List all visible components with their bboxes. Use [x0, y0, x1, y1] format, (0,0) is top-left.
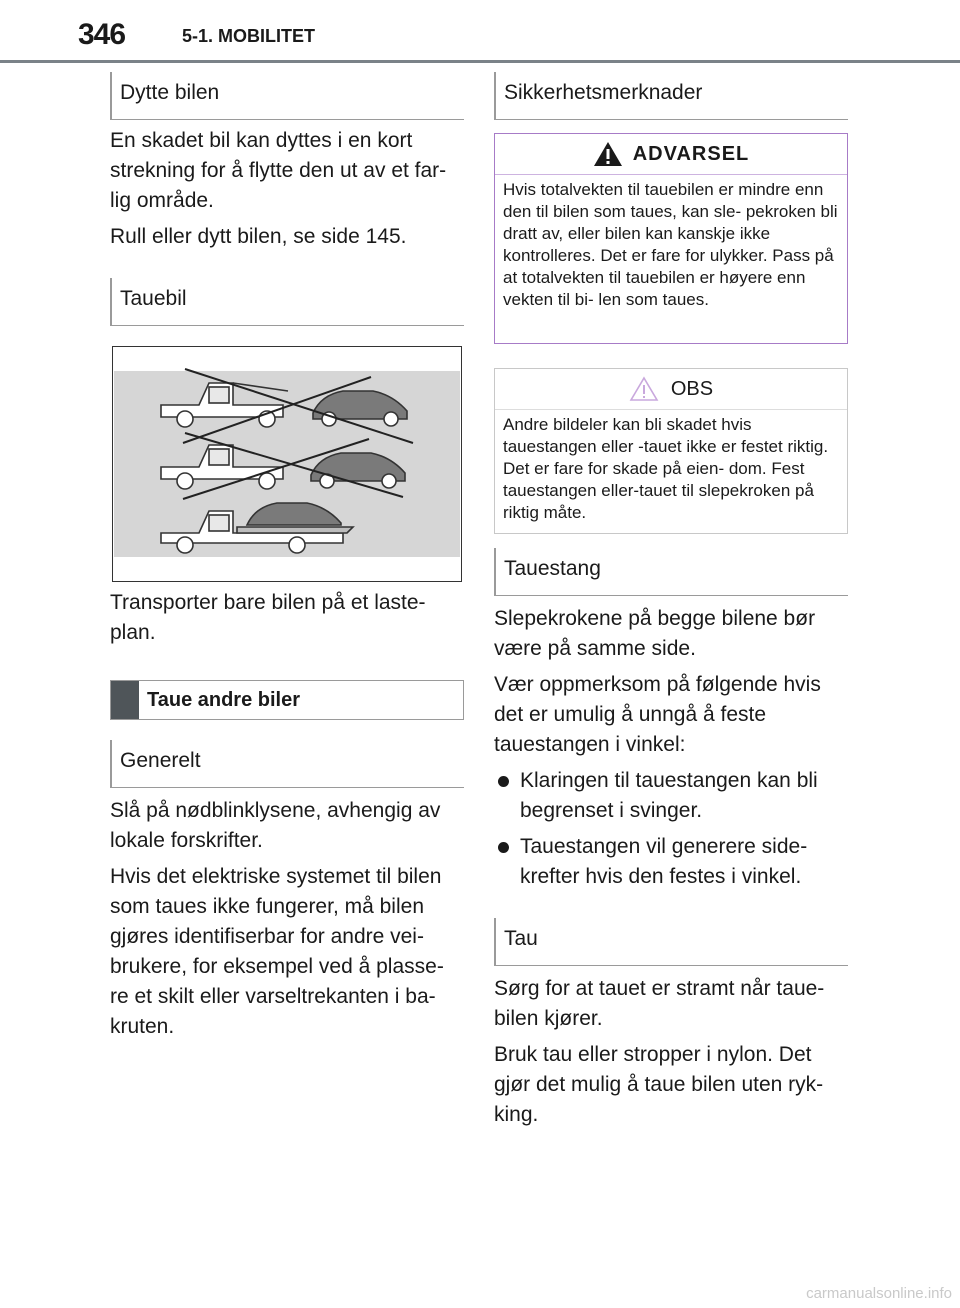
chapter-title: 5-1. MOBILITET: [182, 26, 316, 46]
towbar-text: [494, 604, 848, 898]
towbar-bullet-list: [494, 766, 848, 892]
subhead-towbar-label: Tauestang: [504, 557, 601, 580]
towbar-paragraph: Slepekrokene på begge bilene bør være på samme side.: [494, 607, 816, 660]
section-heading: [110, 680, 464, 720]
car-1-wheel: [384, 412, 398, 426]
note-box: [494, 368, 848, 534]
warning-header: [495, 134, 847, 175]
truck-2-window: [209, 449, 229, 465]
caution-triangle-icon: [629, 376, 659, 402]
subhead-push-label: Dytte bilen: [120, 81, 220, 104]
flatbed-deck: [237, 527, 353, 533]
towing-figure: [112, 346, 462, 582]
figure-caption: [110, 588, 464, 654]
general-paragraph: Slå på nødblinklysene, avhengig av lokale forskrifter.: [110, 799, 441, 852]
rope-paragraph: Bruk tau eller stropper i nylon. Det gjør det mulig å taue bilen uten ryk- king.: [494, 1043, 824, 1126]
note-header: [495, 369, 847, 410]
subhead-tow-truck-label: Tauebil: [120, 287, 187, 310]
subhead-safety-label: Sikkerhetsmerknader: [504, 81, 703, 104]
rope-text: [494, 974, 848, 1136]
car-2-wheel: [382, 474, 396, 488]
warning-box: [494, 133, 848, 344]
list-item: Tauestangen vil generere side- krefter hvis den festes i vinkel.: [494, 832, 848, 892]
general-paragraph: Hvis det elektriske systemet til bilen som taues ikke fungerer, må bilen gjøres identifiserbar for andre vei- brukere, for eksempel ved å plasse- re et skilt eller varseltrekanten i ba- kruten.: [110, 865, 444, 1038]
subhead-push: [110, 72, 464, 120]
general-text: [110, 796, 464, 1048]
push-paragraph: En skadet bil kan dyttes i en kort strekning for å flytte den ut av et far- lig område.: [110, 129, 447, 212]
list-item: Klaringen til tauestangen kan bli begrenset i svinger.: [494, 766, 848, 826]
header-rule: [0, 60, 960, 63]
truck-1-window: [209, 387, 229, 403]
warning-label: ADVARSEL: [632, 142, 750, 165]
subhead-rope: [494, 918, 848, 966]
truck-2-wheel: [177, 473, 193, 489]
push-text: [110, 126, 464, 258]
subhead-rope-label: Tau: [504, 927, 538, 950]
warning-triangle-icon: [593, 141, 623, 167]
subhead-towbar: [494, 548, 848, 596]
page-number: 346: [78, 18, 126, 51]
figure-caption-text: Transporter bare bilen på et laste- plan.: [110, 591, 426, 644]
towing-illustration: [113, 347, 461, 581]
push-paragraph: Rull eller dytt bilen, se side 145.: [110, 225, 407, 248]
warning-text: Hvis totalvekten til tauebilen er mindre enn den til bilen som taues, kan sle- pekroken bli dratt av, eller bilen kan kanskje ikke kontrolleres. Det er fare for ulykker. Pass på at totalvekten til tauebilen er høyere enn vekten til bi- len som taues.: [503, 180, 838, 309]
subhead-tow-truck: [110, 278, 464, 326]
subhead-safety: [494, 72, 848, 120]
flatbed-window: [209, 515, 229, 531]
flatbed-wheel: [289, 537, 305, 553]
flatbed-wheel: [177, 537, 193, 553]
towbar-paragraph: Vær oppmerksom på følgende hvis det er umulig å unngå å feste tauestangen i vinkel:: [494, 673, 821, 756]
section-marker: [111, 681, 139, 719]
rope-paragraph: Sørg for at tauet er stramt når taue- bilen kjører.: [494, 977, 825, 1030]
truck-2-wheel: [259, 473, 275, 489]
truck-1-wheel: [177, 411, 193, 427]
note-text: Andre bildeler kan bli skadet hvis tauestangen eller -tauet ikke er festet riktig. Det er fare for skade på eien- dom. Fest tauestangen eller-tauet til slepekroken på riktig måte.: [503, 415, 829, 522]
note-label: OBS: [670, 377, 714, 400]
subhead-general: [110, 740, 464, 788]
subhead-general-label: Generelt: [120, 749, 201, 772]
watermark: carmanualsonline.info: [806, 1285, 952, 1302]
section-heading-label: Taue andre biler: [147, 688, 301, 711]
